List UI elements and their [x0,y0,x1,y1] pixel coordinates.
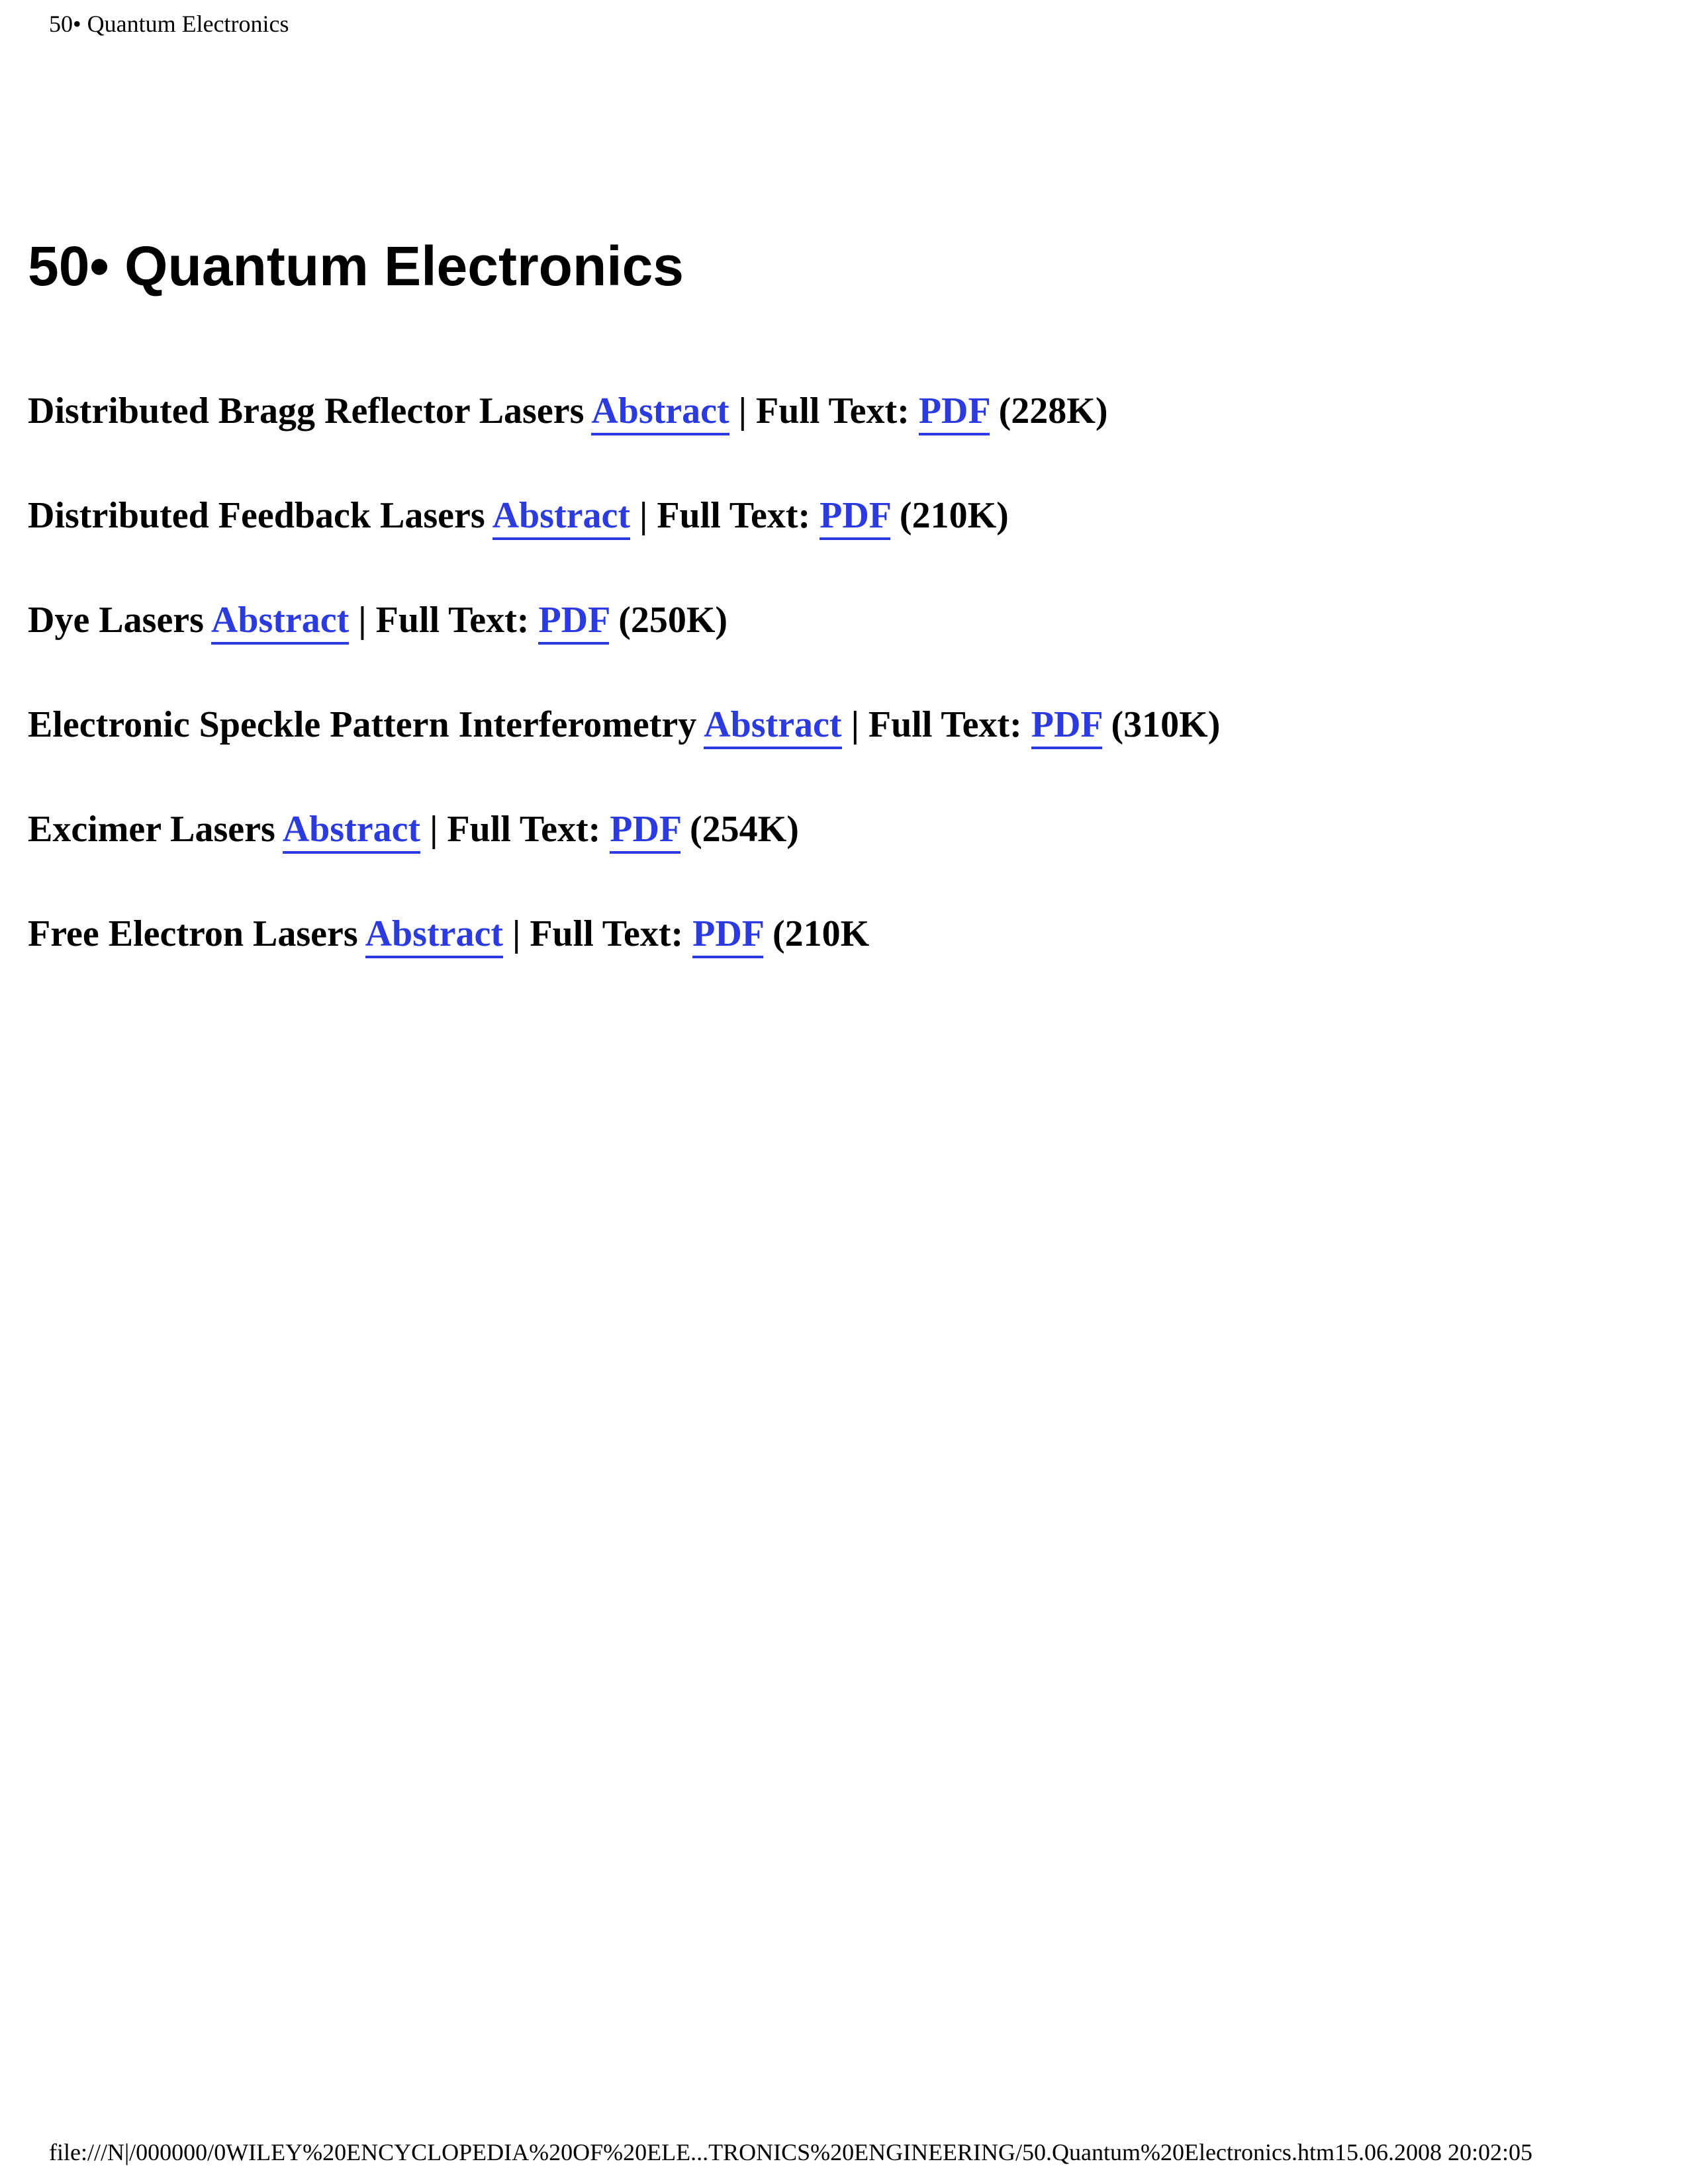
pdf-link[interactable]: PDF [610,809,680,854]
file-size: (310K) [1111,704,1221,745]
full-text-label: Full Text: [375,600,530,641]
separator: | [851,704,859,745]
article-title: Distributed Bragg Reflector Lasers [28,390,585,432]
full-text-label: Full Text: [447,809,601,850]
file-size: (254K) [690,809,799,850]
article-entry-free-electron-lasers [28,910,1220,958]
abstract-link[interactable]: Abstract [704,704,841,749]
article-title: Distributed Feedback Lasers [28,495,485,536]
full-text-label: Full Text: [756,390,910,432]
article-title: Dye Lasers [28,600,204,641]
full-text-label: Full Text: [868,704,1022,745]
separator: | [738,390,747,432]
pdf-link[interactable]: PDF [820,495,890,540]
article-entry-distributed-bragg-reflector-lasers [28,387,1220,435]
file-size: (210K [772,913,870,954]
article-entry-dye-lasers [28,596,1220,644]
file-size: (250K) [618,600,728,641]
pdf-link[interactable]: PDF [1031,704,1102,749]
full-text-label: Full Text: [530,913,684,954]
article-title: Free Electron Lasers [28,913,358,954]
running-header: 50• Quantum Electronics [49,11,289,37]
full-text-label: Full Text: [657,495,811,536]
article-list [28,387,1220,1015]
abstract-link[interactable]: Abstract [283,809,420,854]
pdf-link[interactable]: PDF [692,913,763,958]
separator: | [358,600,367,641]
abstract-link[interactable]: Abstract [365,913,503,958]
abstract-link[interactable]: Abstract [211,600,349,645]
footer-file-path: file:///N|/000000/0WILEY%20ENCYCLOPEDIA%20OF%20ELE...TRONICS%20ENGINEERING/50.Quantum%20Electronics.htm15.06.2008 20:02:05 [49,2139,1532,2165]
pdf-link[interactable]: PDF [919,390,990,435]
file-size: (228K) [998,390,1108,432]
abstract-link[interactable]: Abstract [591,390,729,435]
article-entry-distributed-feedback-lasers [28,492,1220,539]
page-title: 50• Quantum Electronics [28,235,684,297]
file-size: (210K) [899,495,1009,536]
separator: | [639,495,648,536]
separator: | [512,913,521,954]
pdf-link[interactable]: PDF [538,600,609,645]
abstract-link[interactable]: Abstract [492,495,630,540]
article-title: Electronic Speckle Pattern Interferometry [28,704,697,745]
article-entry-excimer-lasers [28,805,1220,853]
article-title: Excimer Lasers [28,809,275,850]
separator: | [430,809,438,850]
article-entry-electronic-speckle-pattern-interferometry [28,701,1220,749]
